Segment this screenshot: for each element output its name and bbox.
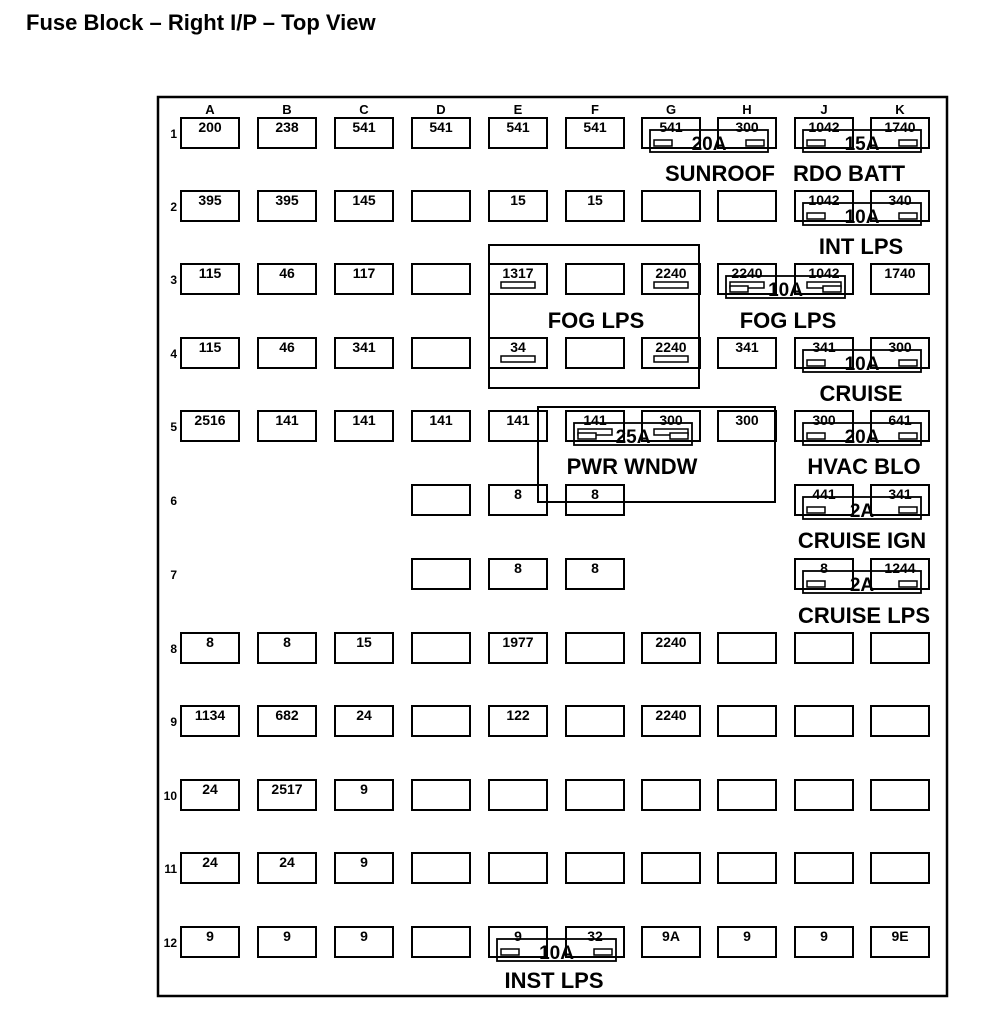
circuit-number: 641 (888, 412, 912, 428)
circuit-number: 115 (198, 339, 222, 355)
fuse-blade (501, 949, 519, 955)
circuit-number: 341 (888, 486, 912, 502)
circuit-number: 8 (820, 560, 828, 576)
cruise-label: CRUISE (819, 381, 903, 406)
cavity-E10 (489, 780, 547, 810)
column-header-E: E (513, 102, 523, 117)
row-header-4: 4 (170, 347, 177, 361)
circuit-number: 2240 (731, 265, 763, 281)
cavity-K11 (871, 853, 929, 883)
fuse-blade (594, 949, 612, 955)
circuit-number: 24 (202, 854, 218, 870)
pwr-wndw-label: PWR WNDW (566, 454, 698, 479)
cavity-G2 (642, 191, 700, 221)
fuse-rating-pwr-wndw: 25A (615, 427, 651, 448)
fuse-blade (654, 140, 672, 146)
cruise-ign-label: CRUISE IGN (797, 528, 927, 553)
cavity-F10 (566, 780, 624, 810)
hvac-blo-label: HVAC BLO (807, 454, 921, 479)
fuse-rating-fog-lps-right: 10A (768, 280, 803, 301)
circuit-number: 46 (279, 265, 295, 281)
fuse-blade (899, 507, 917, 513)
fuse-blade (746, 140, 764, 146)
fuse-rating-cruise: 10A (844, 354, 880, 375)
cavity-D12 (412, 927, 470, 957)
fuse-blade (807, 507, 825, 513)
fuse-blade (730, 286, 748, 292)
fuse-rating-sunroof: 20A (691, 134, 727, 155)
circuit-number: 9 (514, 928, 522, 944)
cavity-F9 (566, 706, 624, 736)
circuit-number: 200 (198, 119, 222, 135)
fuse-blade (807, 140, 825, 146)
cavity-J9 (795, 706, 853, 736)
cavity-H2 (718, 191, 776, 221)
cavity-H11 (718, 853, 776, 883)
circuit-number: 15 (510, 192, 526, 208)
circuit-number: 1042 (808, 119, 840, 135)
circuit-number: 1042 (808, 192, 840, 208)
cavity-F11 (566, 853, 624, 883)
circuit-number: 341 (735, 339, 759, 355)
circuit-number: 1134 (194, 707, 226, 723)
column-header-C: C (359, 102, 369, 117)
column-header-D: D (436, 102, 446, 117)
fuse-blade (807, 213, 825, 219)
circuit-number: 15 (356, 634, 372, 650)
circuit-number: 541 (506, 119, 530, 135)
page-title: Fuse Block – Right I/P – Top View (26, 10, 376, 35)
circuit-number: 9 (360, 781, 368, 797)
circuit-number: 46 (279, 339, 295, 355)
circuit-number: 2240 (655, 339, 687, 355)
circuit-number: 9E (891, 928, 909, 944)
circuit-number: 395 (275, 192, 299, 208)
cavity-J11 (795, 853, 853, 883)
circuit-number: 9 (360, 854, 368, 870)
circuit-number: 341 (352, 339, 376, 355)
circuit-number: 1317 (502, 265, 534, 281)
circuit-number: 32 (587, 928, 603, 944)
circuit-number: 122 (506, 707, 530, 723)
circuit-number: 9A (662, 928, 680, 944)
circuit-number: 340 (888, 192, 912, 208)
row-header-7: 7 (170, 568, 177, 582)
circuit-number: 24 (279, 854, 295, 870)
inst-lps-label: INST LPS (504, 968, 604, 993)
cavity-D6 (412, 485, 470, 515)
cavity-G10 (642, 780, 700, 810)
circuit-number: 1740 (884, 265, 916, 281)
column-header-J: J (820, 102, 828, 117)
sunroof-label: SUNROOF (665, 161, 775, 186)
column-header-H: H (742, 102, 752, 117)
row-header-1: 1 (170, 127, 177, 141)
circuit-number: 1042 (808, 265, 840, 281)
circuit-number: 141 (429, 412, 453, 428)
row-header-12: 12 (163, 936, 177, 950)
fuse-blade (670, 433, 688, 439)
cavity-F8 (566, 633, 624, 663)
circuit-number: 2516 (194, 412, 226, 428)
fuse-rating-rdo-batt: 15A (844, 134, 880, 155)
fuse-blade (807, 433, 825, 439)
circuit-number: 141 (583, 412, 607, 428)
row-header-9: 9 (170, 715, 177, 729)
circuit-number: 2240 (655, 634, 687, 650)
cavity-D11 (412, 853, 470, 883)
circuit-number: 141 (275, 412, 299, 428)
circuit-number: 2517 (271, 781, 303, 797)
circuit-number: 8 (206, 634, 214, 650)
cavity-H9 (718, 706, 776, 736)
circuit-number: 541 (352, 119, 376, 135)
row-header-11: 11 (164, 862, 177, 876)
circuit-number: 117 (352, 265, 376, 281)
cavity-H8 (718, 633, 776, 663)
circuit-number: 141 (506, 412, 530, 428)
circuit-number: 9 (360, 928, 368, 944)
cavity-G11 (642, 853, 700, 883)
circuit-number: 8 (591, 560, 599, 576)
circuit-number: 8 (283, 634, 291, 650)
circuit-number: 141 (352, 412, 376, 428)
circuit-number: 395 (198, 192, 222, 208)
fuse-blade (899, 213, 917, 219)
circuit-number: 300 (659, 412, 683, 428)
cavity-D4 (412, 338, 470, 368)
cavity-D3 (412, 264, 470, 294)
int-lps-label: INT LPS (818, 234, 904, 259)
circuit-number: 541 (429, 119, 453, 135)
circuit-number: 441 (812, 486, 836, 502)
cavity-E11 (489, 853, 547, 883)
rdo-batt-label: RDO BATT (792, 161, 906, 186)
circuit-number: 9 (820, 928, 828, 944)
row-header-5: 5 (170, 420, 177, 434)
cruise-lps-label: CRUISE LPS (797, 603, 931, 628)
circuit-number: 300 (812, 412, 836, 428)
cavity-H10 (718, 780, 776, 810)
circuit-number: 300 (888, 339, 912, 355)
fog-lps-label: FOG LPS (739, 308, 837, 333)
fuse-blade (578, 433, 596, 439)
row-header-2: 2 (170, 200, 177, 214)
circuit-number: 341 (812, 339, 836, 355)
cavity-F3 (566, 264, 624, 294)
row-header-10: 10 (163, 789, 177, 803)
fuse-blade (807, 360, 825, 366)
column-header-G: G (665, 102, 677, 117)
column-header-K: K (895, 102, 905, 117)
fuse-rating-int-lps: 10A (844, 207, 880, 228)
circuit-number: 541 (583, 119, 607, 135)
fuse-rating-hvac-blo: 20A (844, 427, 880, 448)
circuit-number: 682 (275, 707, 299, 723)
fuse-rating-cruise-ign: 2A (849, 501, 875, 522)
row-header-6: 6 (170, 494, 177, 508)
column-header-B: B (282, 102, 292, 117)
fuse-blade (899, 360, 917, 366)
circuit-number: 300 (735, 119, 759, 135)
cavity-D9 (412, 706, 470, 736)
row-header-8: 8 (170, 642, 177, 656)
cavity-J8 (795, 633, 853, 663)
circuit-number: 8 (514, 560, 522, 576)
circuit-number: 1977 (502, 634, 534, 650)
row-header-3: 3 (170, 273, 177, 287)
fuse-blade (899, 140, 917, 146)
circuit-number: 9 (206, 928, 214, 944)
circuit-number: 2240 (655, 265, 687, 281)
circuit-number: 1244 (884, 560, 916, 576)
fuse-blade (807, 581, 825, 587)
cavity-K8 (871, 633, 929, 663)
circuit-number: 8 (514, 486, 522, 502)
fuse-blade (823, 286, 841, 292)
circuit-number: 115 (198, 265, 222, 281)
circuit-number: 24 (356, 707, 372, 723)
circuit-number: 541 (659, 119, 683, 135)
cavity-D7 (412, 559, 470, 589)
cavity-J10 (795, 780, 853, 810)
fog-lps-label: FOG LPS (547, 308, 645, 333)
circuit-number: 15 (587, 192, 603, 208)
cavity-D10 (412, 780, 470, 810)
fuse-blade (899, 433, 917, 439)
column-header-F: F (591, 102, 599, 117)
circuit-number: 1740 (884, 119, 916, 135)
column-header-A: A (205, 102, 215, 117)
cavity-F4 (566, 338, 624, 368)
cavity-D2 (412, 191, 470, 221)
cavity-K9 (871, 706, 929, 736)
circuit-number: 2240 (655, 707, 687, 723)
circuit-number: 9 (743, 928, 751, 944)
circuit-number: 8 (591, 486, 599, 502)
circuit-number: 34 (510, 339, 526, 355)
circuit-number: 238 (275, 119, 299, 135)
cavity-D8 (412, 633, 470, 663)
circuit-number: 145 (352, 192, 376, 208)
circuit-number: 300 (735, 412, 759, 428)
fuse-blade (899, 581, 917, 587)
circuit-number: 9 (283, 928, 291, 944)
fuse-rating-cruise-lps: 2A (849, 575, 875, 596)
cavity-K10 (871, 780, 929, 810)
circuit-number: 24 (202, 781, 218, 797)
fuse-rating-inst-lps: 10A (539, 943, 574, 964)
